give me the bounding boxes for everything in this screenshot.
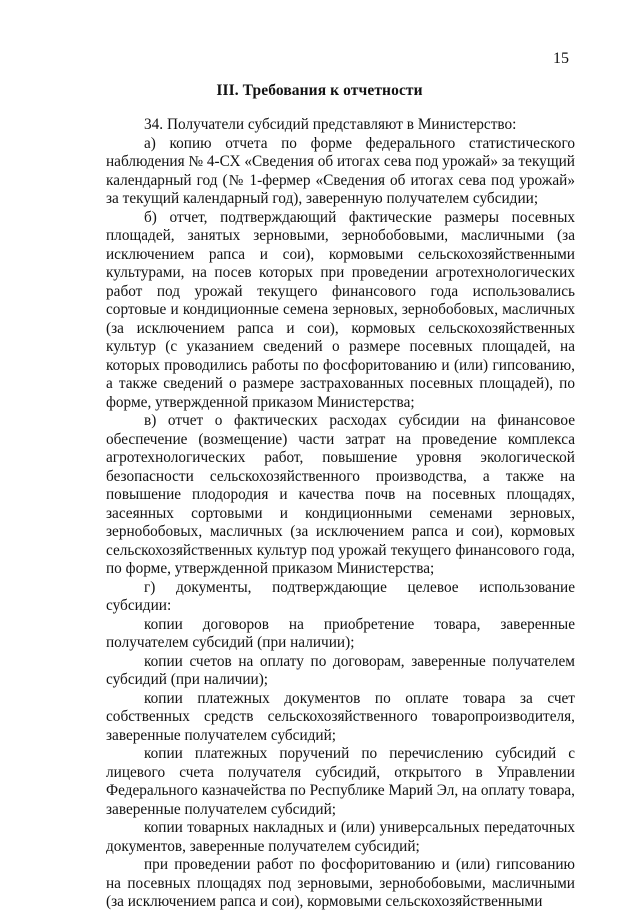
paragraph: копии платежных поручений по перечислению субсидий с лицевого счета получателя субсидий, открытого в Управлении Федерального казначейства по Республике Марий Эл, на оплату товара, заверенные получателем субсидий;	[106, 745, 575, 818]
paragraph: в) отчет о фактических расходах субсидии на финансовое обеспечение (возмещение) части затрат на проведение комплекса агротехнологических работ, повышение уровня экологической безопасности сельскохозяйственного производства, а также на повышение плодородия и качества почв на посевных площадях, засеянных сортовыми и кондиционными семенами зерновых, зернобобовых, масличных (за исключением рапса и сои), кормовых сельскохозяйственных культур под урожай текущего финансового года, по форме, утвержденной приказом Министерства;	[106, 412, 575, 577]
page-number: 15	[553, 50, 569, 67]
paragraph: копии товарных накладных и (или) универсальных передаточных документов, заверенные получателем субсидий;	[106, 819, 575, 855]
paragraph: копии договоров на приобретение товара, заверенные получателем субсидий (при наличии);	[106, 615, 575, 651]
document-body	[106, 116, 575, 912]
paragraph: копии платежных документов по оплате товара за счет собственных средств сельскохозяйственного товаропроизводителя, заверенные получателем субсидий;	[106, 689, 575, 744]
paragraph: а) копию отчета по форме федерального статистического наблюдения № 4-СХ «Сведения об итогах сева под урожай» за текущий календарный год (№ 1-фермер «Сведения об итогах сева под урожай» за текущий календарный год), заверенную получателем субсидии;	[106, 134, 575, 207]
paragraph: копии счетов на оплату по договорам, заверенные получателем субсидий (при наличии);	[106, 652, 575, 688]
paragraph: б) отчет, подтверждающий фактические размеры посевных площадей, занятых зерновыми, зернобобовыми, масличными (за исключением рапса и сои), кормовыми сельскохозяйственными культурами, на посев которых при проведении агротехнологических работ под урожай текущего финансового года использовались сортовые и кондиционные семена зерновых, зернобобовых, масличных (за исключением рапса и сои), кормовых сельскохозяйственных культур (с указанием сведений о размере посевных площадей, на которых проводились работы по фосфоритованию и (или) гипсованию, а также сведений о размере застрахованных посевных площадей), по форме, утвержденной приказом Министерства;	[106, 208, 575, 411]
paragraph: г) документы, подтверждающие целевое использование субсидии:	[106, 578, 575, 614]
paragraph: при проведении работ по фосфоритованию и (или) гипсованию на посевных площадях под зерновыми, зернобобовыми, масличными (за исключением рапса и сои), кормовыми сельскохозяйственными	[106, 856, 575, 910]
section-title: III. Требования к отчетности	[216, 82, 423, 99]
paragraph: 34. Получатели субсидий представляют в Министерство:	[144, 116, 517, 133]
